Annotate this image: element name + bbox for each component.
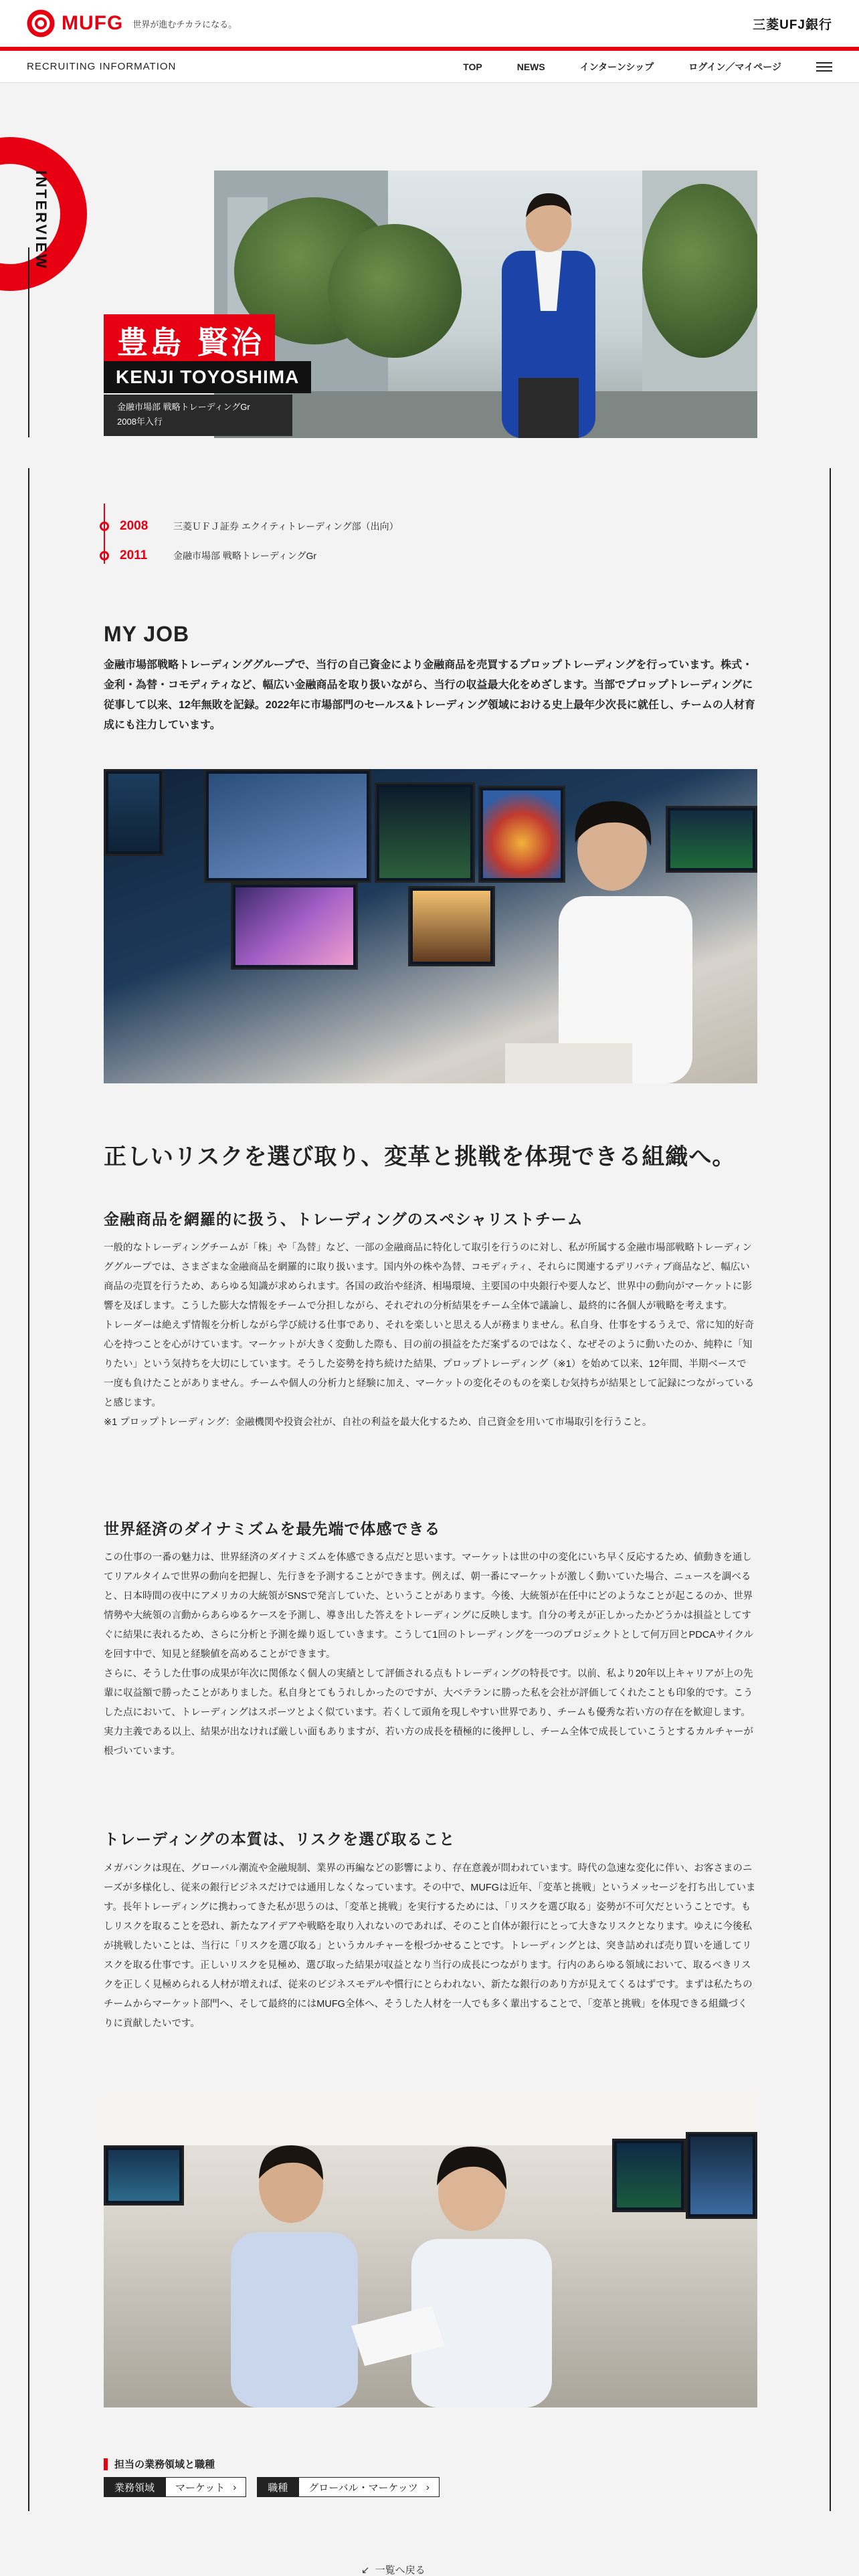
section-body (104, 1859, 756, 2034)
tag-value: グローバル・マーケッツ (308, 2482, 418, 2494)
sub-navigation (0, 51, 859, 83)
recruiting-title[interactable]: RECRUITING INFORMATION (27, 61, 177, 72)
section-paragraph: さらに、そうした仕事の成果が年次に関係なく個人の実績として評価される点もトレーディングの特長です。以前、私より20年以上キャリアが上の先輩に収益額で勝ったことがありました。私自身とてもうれしかったのですが、大ベテランに勝った私を会社が評価してくれたことも印象的です。こうした点において、トレーディングはスポーツとよく似ています。若くして頭角を現しやすい世界であり、チームも優秀な若い方の存在を歓迎します。実力主義である以上、結果が出なければ厳しい面もありますが、若い方の成長を積極的に後押しし、チーム全体で成長していこうとするカルチャーが根づいています。 (104, 1669, 754, 1757)
nav-login-mypage[interactable]: ログイン／マイページ (688, 61, 781, 72)
section-heading: トレーディングの本質は、リスクを選び取ること (104, 1830, 456, 1848)
profile-dept: 金融市場部 戦略トレーディングGr (117, 402, 250, 412)
profile-name-en: KENJI TOYOSHIMA (104, 361, 311, 393)
back-arrow-icon: ↙ (361, 2564, 370, 2576)
right-rule-content (830, 468, 831, 2511)
article-headline: 正しいリスクを選び取り、変革と挑戦を体現できる組織へ。 (104, 1144, 736, 1170)
hamburger-menu-icon[interactable] (816, 62, 832, 72)
section-heading: 金融商品を網羅的に扱う、トレーディングのスペシャリストチーム (104, 1210, 583, 1228)
profile-joined: 2008年入行 (117, 417, 163, 427)
nav-news[interactable]: NEWS (516, 61, 545, 72)
business-title (104, 2457, 215, 2471)
interview-label: INTERVIEW (33, 171, 50, 270)
myjob-text: 金融市場部戦略トレーディンググループで、当行の自己資金により金融商品を売買するプロップトレーディングを行っています。株式・金利・為替・コモディティなど、幅広い金融商品を取り扱いながら、当行の収益最大化をめざします。当部でプロップトレーディングに従事して以来、12年無敗を記録。2022年に市場部門のセールス&トレーディング領域における史上最年少次長に就任し、チームの人材育成にも注力しています。 (104, 659, 755, 731)
logo-word: MUFG (62, 12, 124, 34)
bank-name[interactable]: 三菱UFJ銀行 (753, 17, 832, 32)
career-line (104, 504, 105, 564)
mufg-logo[interactable] (27, 9, 237, 37)
business-tag[interactable] (104, 2477, 246, 2497)
career-desc: 三菱ＵＦＪ証券 エクイティトレーディング部（出向） (173, 521, 399, 532)
left-rule-content (28, 468, 29, 2511)
tag-value-link[interactable] (165, 2477, 246, 2497)
career-timeline (104, 512, 399, 570)
section-paragraph: この仕事の一番の魅力は、世界経済のダイナミズムを体感できる点だと思います。マーケットは世の中の変化にいち早く反応するため、値動きを通してリアルタイムで世界の動向を把握し、先行きを予測することができます。例えば、朝一番にマーケットが激しく動いていた場合、ニュースを調べると、日本時間の夜中にアメリカの大統領がSNSで発言していた、ということがあります。今後、大統領が在任中にどのようなことが起こるのか、世界情勢や大統領の言動からあらゆるケースを予測し、導き出した答えをトレーディングに反映します。自分の考えが正しかったかどうかは損益としてすぐに結果に表れるため、さらに分析と予測を繰り返していきます。こうして1回のトレーディングを一つのプロジェクトとして何万回とPDCAサイクルを回す中で、知見と経験値を高めることができます。 (104, 1552, 754, 1660)
hero-photo (214, 171, 757, 438)
chevron-right-icon: › (425, 2481, 430, 2493)
myjob-heading: MY JOB (104, 622, 190, 646)
career-item (104, 512, 399, 541)
section-heading: 世界経済のダイナミズムを最先端で体感できる (104, 1520, 441, 1537)
meeting-figures (211, 2132, 559, 2407)
business-tag[interactable] (257, 2477, 440, 2497)
site-header (0, 0, 859, 47)
career-item (104, 541, 399, 570)
tag-key: 職種 (257, 2477, 298, 2497)
section-paragraph: メガバンクは現在、グローバル潮流や金融規制、業界の再編などの影響により、存在意義が問われています。時代の急速な変化に伴い、お客さまのニーズが多様化し、従来の銀行ビジネスだけでは通用しなくなっています。その中で、MUFGは近年、「変革と挑戦」というメッセージを打ち出しています。長年トレーディングに携わってきた私が思うのは、「変革と挑戦」を実行するためには、「リスクを選び取る」姿勢が不可欠だということです。もしリスクを取ることを恐れ、新たなアイデアや戦略を取り入れないのであれば、そのこと自体が銀行にとって大きなリスクとなります。ゆえに今後私が挑戦したいことは、当行に「リスクを選び取る」というカルチャーを根づかせることです。トレーディングとは、突き詰めれば売り買いを通してリスクを取る仕事です。正しいリスクを見極め、選び取った結果が収益となり当行の成長につながります。行内のあらゆる領域において、取るべきリスクを正しく見極められる人材が増えれば、従来のビジネスモデルや慣行にとらわれない、新たな銀行のあり方が見えてくるはずです。まずは私たちのチームからマーケット部門へ、そして最終的にはMUFG全体へ、そうした人材を一人でも多く輩出することで、「変革と挑戦」を体現できる組織づくりに貢献したいです。 (104, 1863, 756, 2029)
team-meeting-photo (104, 2092, 757, 2407)
career-year: 2011 (120, 548, 148, 562)
section-paragraph: 一般的なトレーディングチームが「株」や「為替」など、一部の金融商品に特化して取引を行うのに対し、私が所属する金融市場部戦略トレーディンググループでは、さまざまな金融商品を網羅的に取り扱います。国内外の株や為替、コモディティ、それらに関連するデリバティブ商品など、幅広い商品の売買を行うため、あらゆる知識が求められます。各国の政治や経済、相場環境、主要国の中央銀行や要人など、世界中の動向がマーケットに影響を及ぼします。こうした膨大な情報をチームで分担しながら、それぞれの分析結果をチーム全体で議論し、最終的に各個人が戦略を考えます。 (104, 1243, 753, 1311)
red-bar-icon (104, 2458, 108, 2470)
business-title-text: 担当の業務領域と職種 (114, 2459, 215, 2470)
mufg-logo-mark-icon (27, 9, 55, 37)
tag-value: マーケット (175, 2482, 225, 2494)
logo-tagline: 世界が進むチカラになる。 (132, 19, 237, 29)
chevron-right-icon: › (233, 2481, 237, 2493)
back-to-list-link[interactable] (361, 2563, 425, 2576)
section-paragraph: トレーダーは絶えず情報を分析しながら学び続ける仕事であり、それを楽しいと思える人が務まりません。私自身、仕事をするうえで、常に知的好奇心を持つことを心がけています。マーケットが大きく変動した際も、目の前の損益をただ案ずるのではなく、なぜそのように動いたのか、純粋に「知りたい」という気持ちを大切にしています。そうした姿勢を持ち続けた結果、プロップトレーディング（※1）を始めて以来、12年間、半期ベースで一度も負けたことがありません。チームや個人の分析力と経験に加え、マーケットの変化そのものを楽しむ気持ちが結果として記録につながっていると感じます。 (104, 1320, 755, 1408)
section-body (104, 1548, 756, 1761)
nav-top[interactable]: TOP (463, 61, 482, 72)
nav-internship[interactable]: インターンシップ (579, 61, 654, 72)
tag-value-link[interactable] (298, 2477, 440, 2497)
person-photo (482, 177, 615, 438)
profile-name-jp: 豊島 賢治 (104, 314, 275, 366)
left-rule (28, 247, 29, 437)
profile-dept-box (104, 395, 292, 436)
trader-figure (505, 789, 706, 1083)
footnote: ※1 プロップトレーディング：金融機関や投資会社が、自社の利益を最大化するため、自己資金を用いて市場取引を行うこと。 (104, 1417, 652, 1428)
tag-key: 業務領域 (104, 2477, 165, 2497)
career-desc: 金融市場部 戦略トレーディングGr (173, 550, 317, 561)
back-to-list-label: 一覧へ戻る (375, 2565, 425, 2576)
career-year: 2008 (120, 519, 149, 533)
trading-desk-photo (104, 769, 757, 1083)
business-tags (104, 2477, 440, 2497)
section-body (104, 1239, 756, 1432)
